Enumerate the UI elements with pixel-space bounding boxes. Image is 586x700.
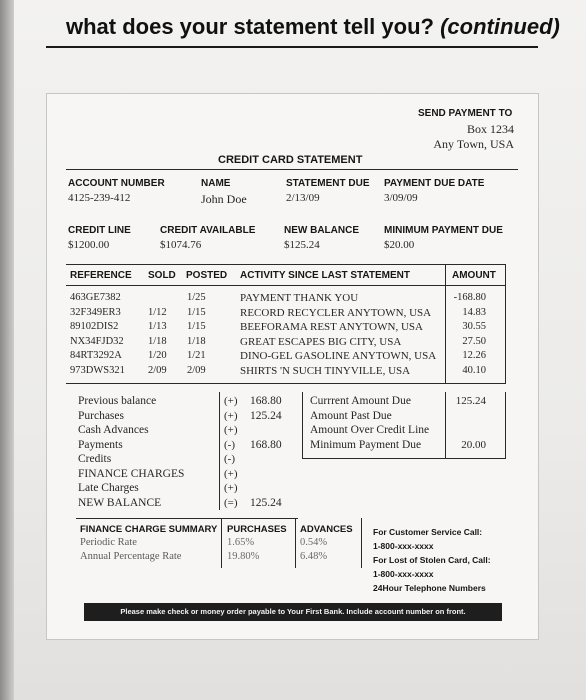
minimum-payment-label: MINIMUM PAYMENT DUE — [384, 225, 503, 236]
finance-divider-1 — [221, 518, 222, 568]
summary-value — [250, 452, 282, 467]
reference-column — [70, 291, 125, 378]
send-payment-line1: Box 1234 — [466, 122, 514, 136]
posted-column — [187, 291, 206, 378]
summary-signs — [224, 394, 238, 510]
advances-label: ADVANCES — [300, 524, 353, 535]
summary-value: 168.80 — [250, 438, 282, 451]
summary-divider-left — [219, 392, 220, 510]
sold-column — [148, 291, 167, 378]
payment-due-label: PAYMENT DUE DATE — [384, 178, 485, 189]
col-activity: ACTIVITY SINCE LAST STATEMENT — [240, 270, 411, 281]
periodic-rate-label: Periodic Rate — [80, 537, 137, 548]
advances-apr: 6.48% — [300, 551, 328, 562]
table-row-amount: 40.10 — [462, 364, 486, 376]
table-row-amount: 30.55 — [462, 321, 486, 332]
table-row-sold: 2/09 — [148, 364, 167, 376]
summary-right-values — [450, 394, 486, 452]
summary-value: 125.24 — [250, 409, 282, 422]
txn-header-rule — [66, 285, 506, 286]
txn-bottom-rule — [66, 383, 506, 384]
account-name: John Doe — [201, 192, 247, 206]
summary-value — [250, 423, 282, 438]
page-title — [66, 14, 560, 46]
finance-top-rule — [76, 518, 298, 519]
table-row-activity: SHIRTS 'N SUCH TINYVILLE, USA — [240, 364, 411, 377]
customer-service-phone: 1-800-xxx-xxxx — [373, 541, 434, 551]
table-row-reference: NX34FJD32 — [70, 335, 124, 347]
purchases-periodic: 1.65% — [227, 537, 255, 548]
lost-card-phone: 1-800-xxx-xxxx — [373, 569, 434, 579]
summary-divider-mid — [302, 392, 303, 458]
customer-service-label: For Customer Service Call: — [373, 527, 483, 537]
summary-sign: (-) — [224, 453, 235, 465]
finance-divider-3 — [361, 518, 362, 568]
table-row-reference: 84RT3292A — [70, 350, 122, 361]
table-row-reference: 973DWS321 — [70, 364, 125, 376]
summary-right-label: Currrent Amount Due — [310, 395, 411, 407]
apr-label: Annual Percentage Rate — [80, 551, 182, 562]
table-row-activity: PAYMENT THANK YOU — [240, 292, 359, 304]
table-row-sold: 1/20 — [148, 350, 167, 361]
table-row-sold: 1/18 — [148, 335, 167, 347]
summary-value — [250, 467, 282, 482]
summary-right-label: Amount Over Credit Line — [310, 424, 430, 436]
table-row-posted: 1/18 — [187, 335, 206, 347]
col-sold: SOLD — [148, 270, 176, 281]
account-number-label: ACCOUNT NUMBER — [68, 178, 165, 189]
payment-instructions-bar: Please make check or money order payable to Your First Bank. Include account number on front. — [84, 603, 502, 621]
summary-right-bottom-rule — [302, 458, 506, 459]
statement-due-label: STATEMENT DUE — [286, 178, 370, 189]
table-row-posted: 2/09 — [187, 364, 206, 376]
summary-label: Purchases — [78, 409, 124, 422]
table-row-posted: 1/15 — [187, 321, 206, 332]
table-row-posted: 1/21 — [187, 350, 206, 361]
summary-right-label: Amount Past Due — [310, 409, 392, 422]
summary-sign: (-) — [224, 438, 235, 451]
statement-title: CREDIT CARD STATEMENT — [218, 154, 363, 166]
table-row-activity: DINO-GEL GASOLINE ANYTOWN, USA — [240, 350, 437, 362]
credit-available-label: CREDIT AVAILABLE — [160, 225, 256, 236]
table-row-amount: -168.80 — [453, 292, 486, 303]
table-row-posted: 1/15 — [187, 306, 206, 318]
send-payment-label: SEND PAYMENT TO — [418, 108, 513, 119]
table-row-sold — [148, 291, 167, 306]
summary-right-value — [450, 423, 486, 438]
summary-label: NEW BALANCE — [78, 496, 162, 509]
table-row-reference: 32F349ER3 — [70, 306, 121, 318]
table-row-activity: GREAT ESCAPES BIG CITY, USA — [240, 335, 402, 348]
summary-sign: (=) — [224, 496, 238, 509]
summary-value: 125.24 — [250, 496, 282, 509]
summary-label: Payments — [78, 438, 123, 451]
table-row-sold: 1/13 — [148, 321, 167, 332]
name-label: NAME — [201, 178, 231, 189]
new-balance: $125.24 — [284, 239, 320, 251]
monitor-edge — [0, 0, 14, 700]
minimum-payment: $20.00 — [384, 239, 415, 251]
statement-due: 2/13/09 — [286, 192, 320, 204]
table-row-sold: 1/12 — [148, 306, 167, 318]
new-balance-label: NEW BALANCE — [284, 225, 359, 236]
summary-label: Late Charges — [78, 482, 139, 494]
summary-value — [250, 481, 282, 496]
finance-title: FINANCE CHARGE SUMMARY — [80, 524, 218, 535]
finance-divider-2 — [295, 518, 296, 568]
col-reference: REFERENCE — [70, 270, 132, 281]
summary-sign: (+) — [224, 409, 238, 422]
header-rule — [66, 169, 518, 170]
summary-right-border — [505, 392, 506, 458]
amount-divider — [445, 264, 446, 384]
col-amount: AMOUNT — [452, 270, 496, 281]
send-payment-line2: Any Town, USA — [433, 137, 514, 151]
summary-value: 168.80 — [250, 395, 282, 407]
col-posted: POSTED — [186, 270, 228, 281]
title-rule — [46, 46, 538, 48]
table-row-reference: 463GE7382 — [70, 292, 121, 303]
credit-line: $1200.00 — [68, 239, 110, 251]
amount-right-border — [505, 264, 506, 384]
table-row-posted: 1/25 — [187, 292, 206, 303]
table-row-amount: 27.50 — [462, 335, 486, 347]
account-number: 4125-239-412 — [68, 192, 131, 204]
telephone-hours: 24Hour Telephone Numbers — [373, 583, 486, 593]
summary-right-value — [450, 409, 486, 424]
summary-sign: (+) — [224, 467, 238, 480]
purchases-apr: 19.80% — [227, 551, 260, 562]
summary-sign: (+) — [224, 424, 238, 436]
summary-right-value: 125.24 — [455, 395, 486, 407]
summary-label: Cash Advances — [78, 424, 149, 436]
summary-sign: (+) — [224, 395, 238, 407]
activity-column — [240, 291, 436, 378]
summary-divider-right — [445, 392, 446, 458]
advances-periodic: 0.54% — [300, 537, 328, 548]
purchases-label: PURCHASES — [227, 524, 287, 535]
table-row-amount: 12.26 — [462, 350, 486, 361]
lost-card-label: For Lost of Stolen Card, Call: — [373, 555, 491, 565]
summary-label: FINANCE CHARGES — [78, 467, 185, 480]
table-row-activity: BEEFORAMA REST ANYTOWN, USA — [240, 321, 423, 333]
summary-sign: (+) — [224, 482, 238, 494]
summary-right-label: Minimum Payment Due — [310, 438, 422, 451]
table-row-activity: RECORD RECYCLER ANYTOWN, USA — [240, 306, 432, 319]
summary-right-labels — [310, 394, 429, 452]
payment-due: 3/09/09 — [384, 192, 418, 204]
summary-values — [250, 394, 282, 510]
table-row-reference: 89102DIS2 — [70, 321, 119, 332]
summary-label: Previous balance — [78, 395, 157, 407]
summary-right-value: 20.00 — [461, 438, 486, 451]
credit-line-label: CREDIT LINE — [68, 225, 131, 236]
summary-label: Credits — [78, 453, 112, 465]
summary-labels — [78, 394, 184, 510]
title-continued: (continued) — [440, 14, 560, 39]
txn-top-rule — [66, 264, 506, 265]
amount-column — [448, 291, 486, 378]
credit-available: $1074.76 — [160, 239, 202, 251]
table-row-amount: 14.83 — [462, 306, 486, 318]
title-main: what does your statement tell you? — [66, 14, 434, 39]
